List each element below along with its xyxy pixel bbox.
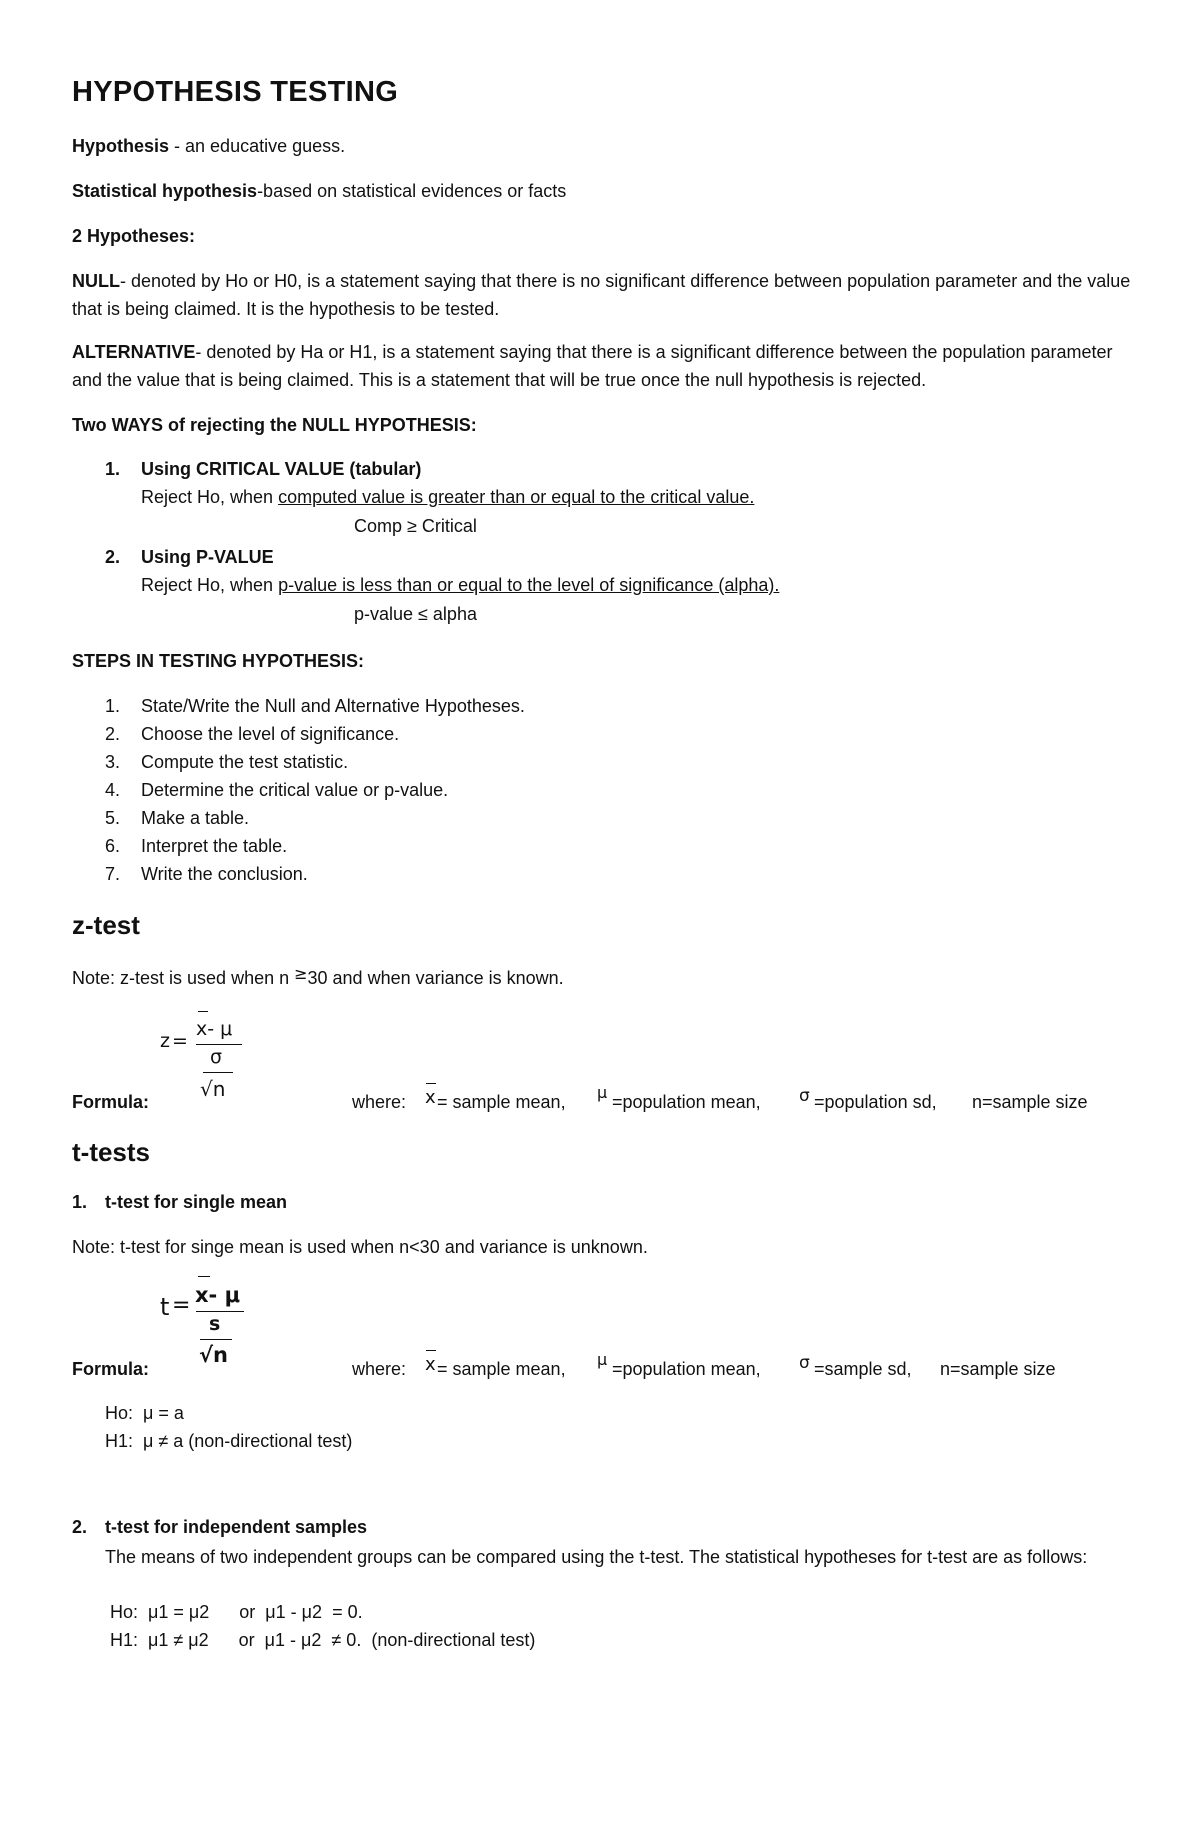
hypothesis-text: - an educative guess. <box>169 136 346 156</box>
ztest-where-mu: μ <box>597 1083 608 1102</box>
ways-item-number: 2. <box>105 547 121 567</box>
step-text: Compute the test statistic. <box>141 752 349 772</box>
ways-item-title: Using CRITICAL VALUE (tabular) <box>141 459 422 479</box>
ztest-where-n-def: n=sample size <box>972 1092 1088 1112</box>
ttest-single-h0: Ho: μ = a <box>105 1403 184 1423</box>
ztest-heading: z-test <box>72 910 140 940</box>
ztest-where-xbar-bar <box>426 1083 436 1084</box>
ways-item-rule-text: p-value is less than or equal to the level of significance (alpha). <box>278 575 780 595</box>
null-hypothesis-paragraph <box>72 267 1132 323</box>
two-hypotheses-label: 2 Hypotheses: <box>72 226 196 246</box>
ztest-note-text-a: Note: z-test is used when n <box>72 968 295 988</box>
ttest-formula-fraction-line-2 <box>200 1339 232 1340</box>
ttest-single-title: t-test for single mean <box>105 1192 288 1212</box>
alternative-term: ALTERNATIVE <box>72 342 196 362</box>
ttest-independent-number: 2. <box>72 1517 88 1537</box>
ways-item-number: 1. <box>105 459 121 479</box>
ztest-formula-denominator-sqrt-n: √n <box>200 1077 226 1101</box>
ways-item-rule <box>141 487 754 508</box>
ttest-formula-lhs: t <box>160 1293 170 1321</box>
ttest-independent-text: The means of two independent groups can be compared using the t-test. The statistical hypotheses for t-test are as follows: <box>105 1547 1088 1567</box>
ways-item-rule-text: computed value is greater than or equal to the critical value. <box>278 487 755 507</box>
ztest-formula-fraction-line <box>196 1044 242 1045</box>
ttest-where-mu: μ <box>597 1350 608 1369</box>
ttest-formula-equals: = <box>172 1293 191 1318</box>
step-text: State/Write the Null and Alternative Hypotheses. <box>141 696 525 716</box>
ttest-independent-h1: H1: μ1 ≠ μ2 or μ1 - μ2 ≠ 0. (non-directional test) <box>110 1630 536 1650</box>
ztest-formula-lhs: z <box>160 1030 170 1052</box>
ztest-formula-label: Formula: <box>72 1092 150 1112</box>
step-text: Make a table. <box>141 808 250 828</box>
ztest-formula-numerator: x- μ <box>196 1018 233 1040</box>
null-term: NULL <box>72 271 120 291</box>
ttest-where-mu-def: =population mean, <box>612 1359 761 1379</box>
ways-item-rule-prefix: Reject Ho, when <box>141 487 279 507</box>
step-text: Write the conclusion. <box>141 864 308 884</box>
ttest-independent-title: t-test for independent samples <box>105 1517 368 1537</box>
ttest-where-xbar-def: = sample mean, <box>437 1359 566 1379</box>
ztest-where-sigma: σ <box>799 1086 810 1106</box>
step-text: Interpret the table. <box>141 836 288 856</box>
step-number: 1. <box>105 696 121 716</box>
ttest-formula-numerator: x- μ <box>195 1283 241 1307</box>
ztest-where-xbar-def: = sample mean, <box>437 1092 566 1112</box>
ways-item-formula: p-value ≤ alpha <box>354 604 477 624</box>
ztest-where-sigma-def: =population sd, <box>814 1092 937 1112</box>
ways-item-rule-prefix: Reject Ho, when <box>141 575 279 595</box>
ways-item-title: Using P-VALUE <box>141 547 274 567</box>
step-number: 2. <box>105 724 121 744</box>
ttest-formula-label: Formula: <box>72 1359 150 1379</box>
ttest-formula-fraction-line <box>196 1311 244 1312</box>
statistical-hypothesis-text: -based on statistical evidences or facts <box>257 181 567 201</box>
ttest-where-sigma: σ <box>799 1353 810 1373</box>
ttest-single-h1: H1: μ ≠ a (non-directional test) <box>105 1431 353 1451</box>
step-number: 4. <box>105 780 121 800</box>
statistical-hypothesis-definition <box>72 181 566 202</box>
alternative-hypothesis-paragraph <box>72 338 1132 394</box>
ttest-formula-xbar-bar <box>198 1276 210 1277</box>
ttest-single-number: 1. <box>72 1192 88 1212</box>
ttest-where-n-def: n=sample size <box>940 1359 1056 1379</box>
ztest-where-xbar: x <box>425 1087 436 1108</box>
ztest-note <box>72 964 564 989</box>
ztest-where-mu-def: =population mean, <box>612 1092 761 1112</box>
steps-heading: STEPS IN TESTING HYPOTHESIS: <box>72 651 365 671</box>
ttest-where-xbar-bar <box>426 1350 436 1351</box>
ztest-formula-denominator-sigma: σ <box>210 1046 223 1068</box>
statistical-hypothesis-term: Statistical hypothesis <box>72 181 258 201</box>
null-text: - denoted by Ho or H0, is a statement saying that there is no significant difference between population parameter and the value that is being claimed. It is the hypothesis to be tested. <box>72 271 1131 319</box>
ztest-formula-xbar-bar <box>198 1011 208 1012</box>
step-text: Choose the level of significance. <box>141 724 400 744</box>
hypothesis-definition <box>72 136 345 157</box>
ztest-formula-fraction-line-2 <box>203 1072 233 1073</box>
step-number: 6. <box>105 836 121 856</box>
step-number: 3. <box>105 752 121 772</box>
hypothesis-term: Hypothesis <box>72 136 170 156</box>
page-title: HYPOTHESIS TESTING <box>72 76 399 108</box>
ttest-where-sigma-def: =sample sd, <box>814 1359 912 1379</box>
ways-heading: Two WAYS of rejecting the NULL HYPOTHESIS: <box>72 415 477 435</box>
ways-item-formula: Comp ≥ Critical <box>354 516 477 536</box>
step-number: 5. <box>105 808 121 828</box>
greater-equal-icon: ≥ <box>294 964 308 983</box>
ttest-formula-denominator-s: s <box>209 1313 221 1335</box>
ways-item-rule <box>141 575 779 596</box>
ztest-where-label: where: <box>352 1092 407 1112</box>
step-number: 7. <box>105 864 121 884</box>
ttest-independent-h0: Ho: μ1 = μ2 or μ1 - μ2 = 0. <box>110 1602 363 1622</box>
ztest-formula-equals: = <box>172 1030 188 1052</box>
step-text: Determine the critical value or p-value. <box>141 780 449 800</box>
ztest-note-text-b: 30 and when variance is known. <box>307 968 564 988</box>
ttest-single-note: Note: t-test for singe mean is used when n<30 and variance is unknown. <box>72 1237 648 1257</box>
alternative-text: - denoted by Ha or H1, is a statement saying that there is a significant difference between the population parameter and the value that is being claimed. This is a statement that will be true once the null hypothesis is rejected. <box>72 342 1113 390</box>
ttest-where-label: where: <box>352 1359 407 1379</box>
ttest-where-xbar: x <box>425 1354 436 1375</box>
ttests-heading: t-tests <box>72 1137 151 1167</box>
ttest-formula-denominator-sqrt-n: √n <box>199 1343 228 1367</box>
